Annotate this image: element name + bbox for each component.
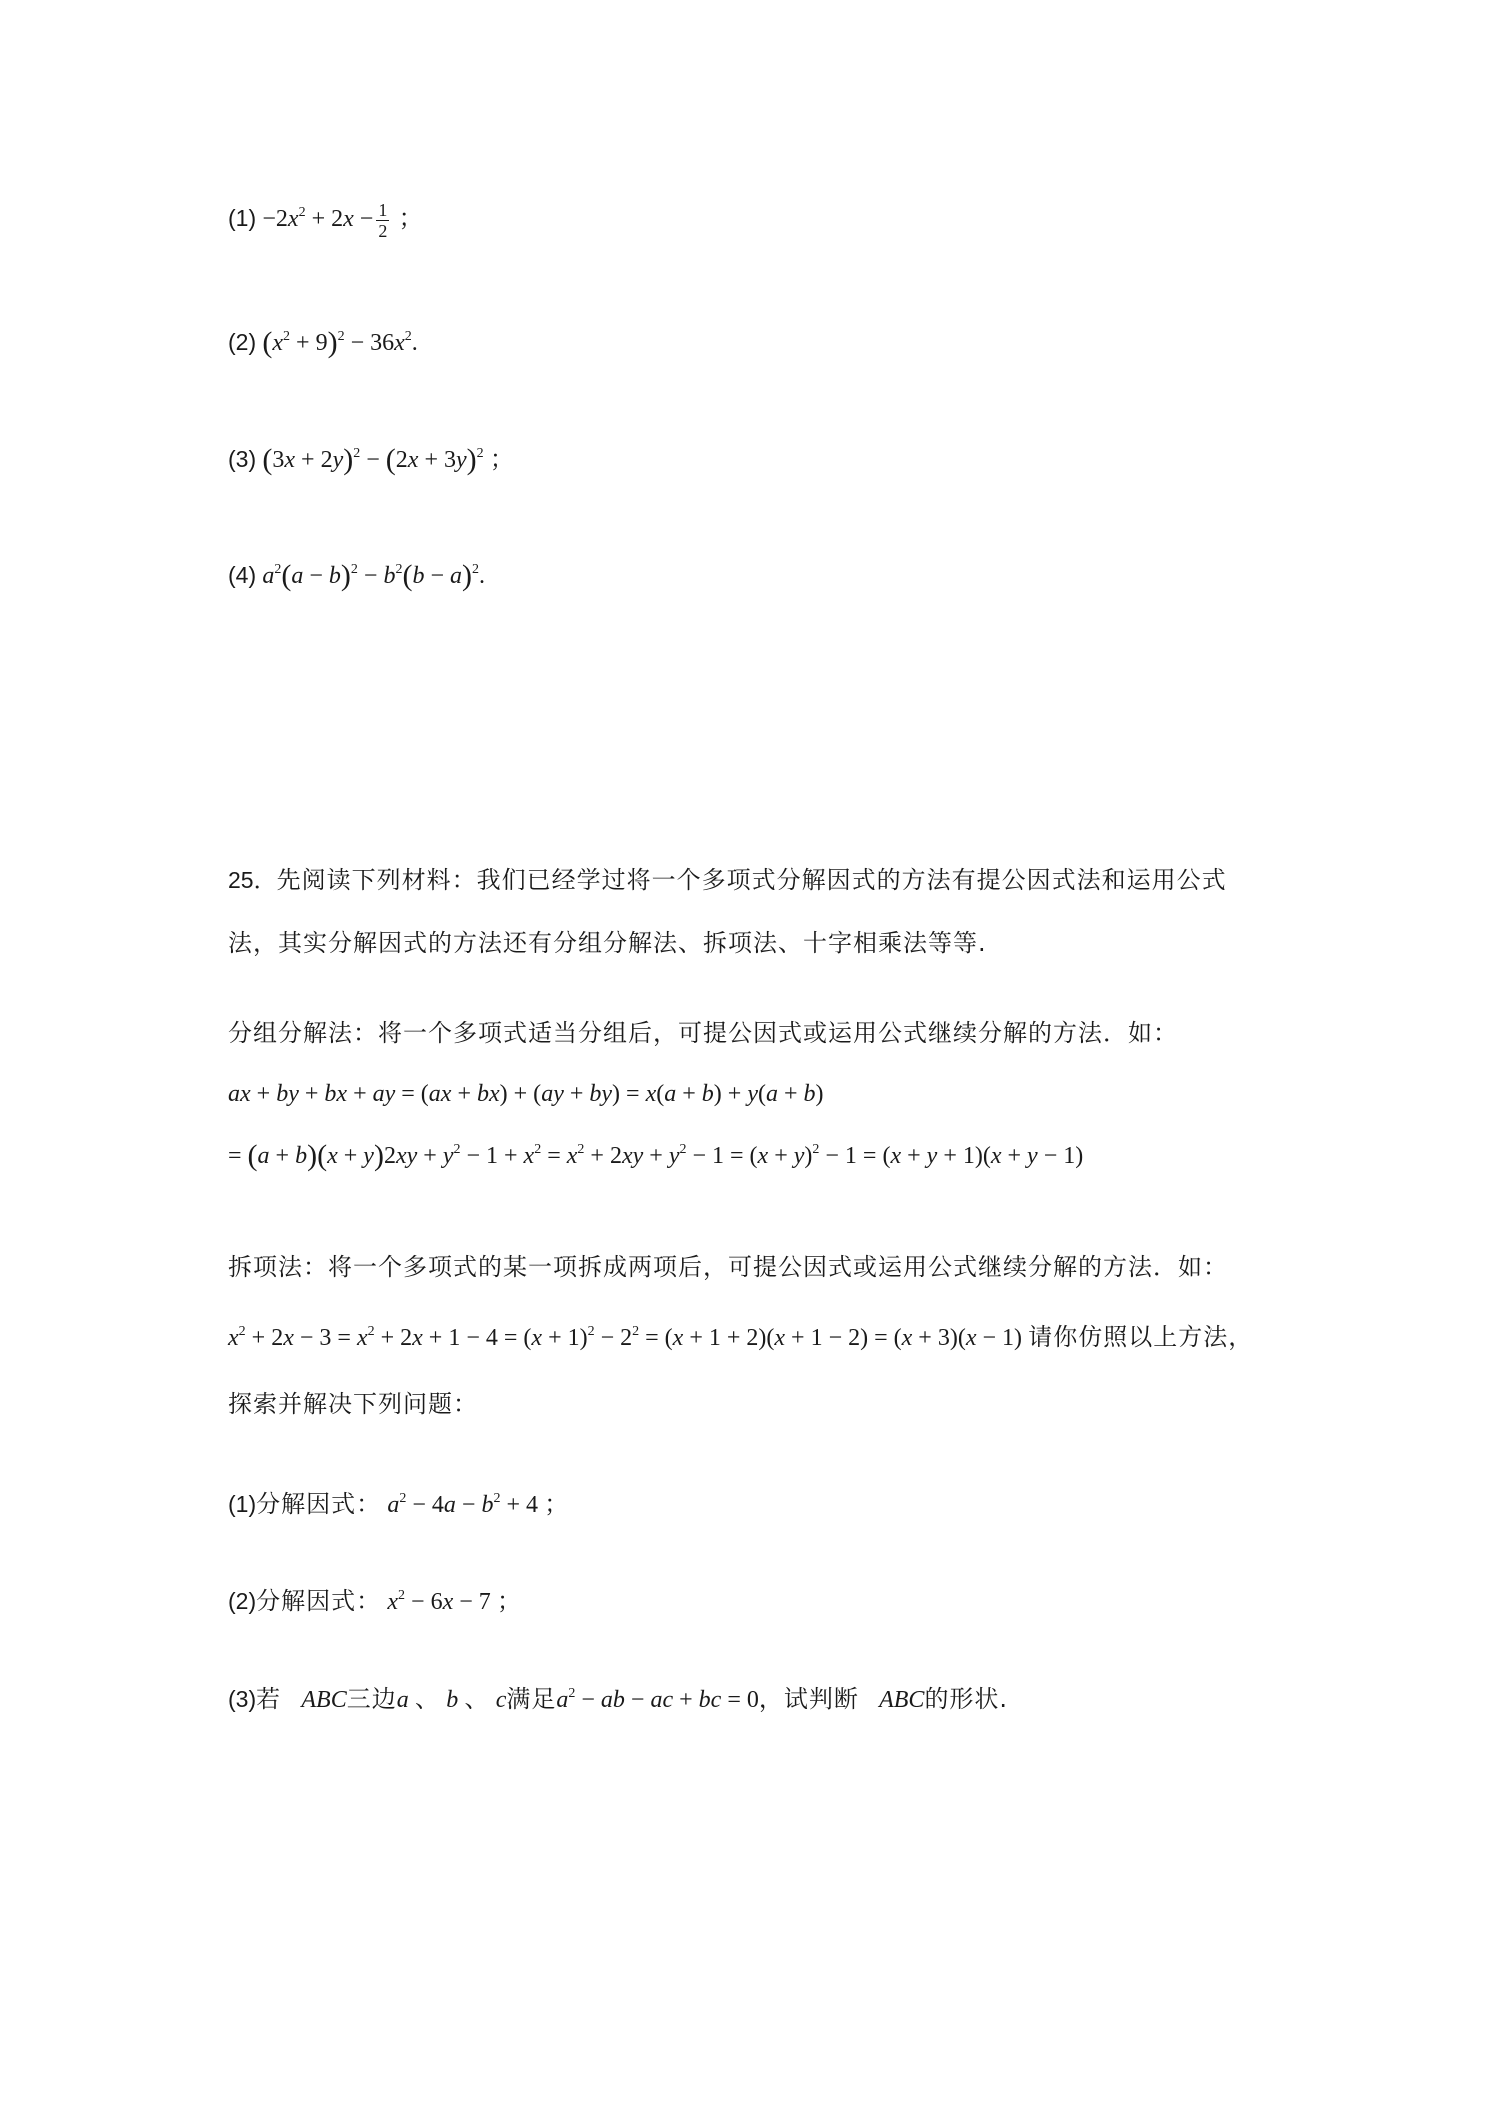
q25-part-1 [228,1492,569,1517]
paragraph-text: 分组分解法：将一个多项式适当分组后，可提公因式或运用公式继续分解的方法．如： [228,1019,1178,1047]
grouping-example-1 [228,1081,824,1106]
imitate-text: 请你仿照以上方法， [1028,1323,1254,1351]
part-text: 满足 [506,1685,557,1713]
math-expression: $x^2 - 6x - 7$ [387,1588,491,1615]
grouping-method-text [228,1021,1178,1046]
item-label: (2) [228,329,257,355]
fraction: $\frac{1}{2}$ [378,200,388,241]
part-text: 分解因式： [256,1587,382,1615]
math-expression: $a^2 - 4a - b^2 + 4$ [387,1491,539,1518]
q25-part-3 [228,1687,1008,1712]
item-punct: ； [489,445,515,473]
math-expression: $a^2(a - b)^2 - b^2(b - a)^2$ [262,559,480,592]
separator: 、 [414,1685,440,1713]
q25-intro-line-2 [228,931,987,956]
item-label: (1) [228,205,257,232]
sub-item-3 [228,443,515,476]
sub-item-1 [228,200,424,241]
math-expression: ax + by + bx + ay = (ax + bx) + (ay + by) = x(a + b) + y(a + b) [228,1081,824,1107]
math-variable: a [396,1687,409,1713]
question-intro-text: 法，其实分解因式的方法还有分组分解法、拆项法、十字相乘法等等. [228,929,987,957]
math-expression: $(x^2 + 9)^2 - 36x^2$ [262,326,412,359]
math-expression: ABC [879,1687,925,1713]
math-expression: = $(a + b)(x + y)2xy + y^2 - 1 + x^2 = x^2 + 2xy + y^2 - 1 = (x + y)^2 - 1 = (x + y + 1)(x + y - 1)$ [228,1139,1084,1172]
q25-part-2 [228,1589,522,1614]
splitting-example [228,1325,1253,1350]
math-expression: $-2x^2 + 2x$ − $\frac{1}{2}$ [262,200,388,241]
math-expression: $a^2$ − ab − ac + bc = 0 [556,1686,759,1713]
item-label: (3) [228,446,257,472]
math-expression: $x^2 + 2x - 3 = x^2 + 2x + 1 - 4 = (x + 1)^2 - 2^2 = (x + 1 + 2)(x + 1 - 2) = (x + 3)(x - 1)$ [228,1324,1023,1351]
sub-item-4 [228,559,486,592]
part-text: 三边 [346,1685,397,1713]
item-label: (1) [228,1491,257,1517]
item-punct: ； [497,1587,523,1615]
item-punct: ； [398,204,424,233]
paragraph-text: 探索并解决下列问题： [228,1390,478,1418]
question-intro-text: 先阅读下列材料：我们已经学过将一个多项式分解因式的方法有提公因式法和运用公式 [276,866,1227,894]
part-text: ，试判断 [758,1685,859,1713]
item-punct: . [411,330,418,356]
part-text: 分解因式： [256,1490,382,1518]
separator: 、 [464,1685,490,1713]
item-label: (3) [228,1686,257,1712]
paragraph-text: 拆项法：将一个多项式的某一项拆成两项后，可提公因式或运用公式继续分解的方法．如： [228,1253,1228,1281]
item-label: (2) [228,1588,257,1614]
sub-item-2 [228,326,418,359]
explore-line [228,1392,478,1417]
math-variable: b [446,1687,459,1713]
item-punct: ； [544,1490,570,1518]
grouping-example-2 [228,1139,1084,1172]
math-variable: c [495,1687,507,1713]
item-punct: . [479,563,486,589]
splitting-method-text [228,1255,1228,1280]
item-label: (4) [228,562,257,588]
part-text: 的形状. [924,1685,1009,1713]
question-number: 25． [228,867,277,893]
math-expression: ABC [301,1687,347,1713]
math-expression: $(3x + 2y)^2 - (2x + 3y)^2$ [262,443,484,476]
q25-intro-line-1 [228,868,1227,893]
part-text: 若 [256,1685,282,1713]
